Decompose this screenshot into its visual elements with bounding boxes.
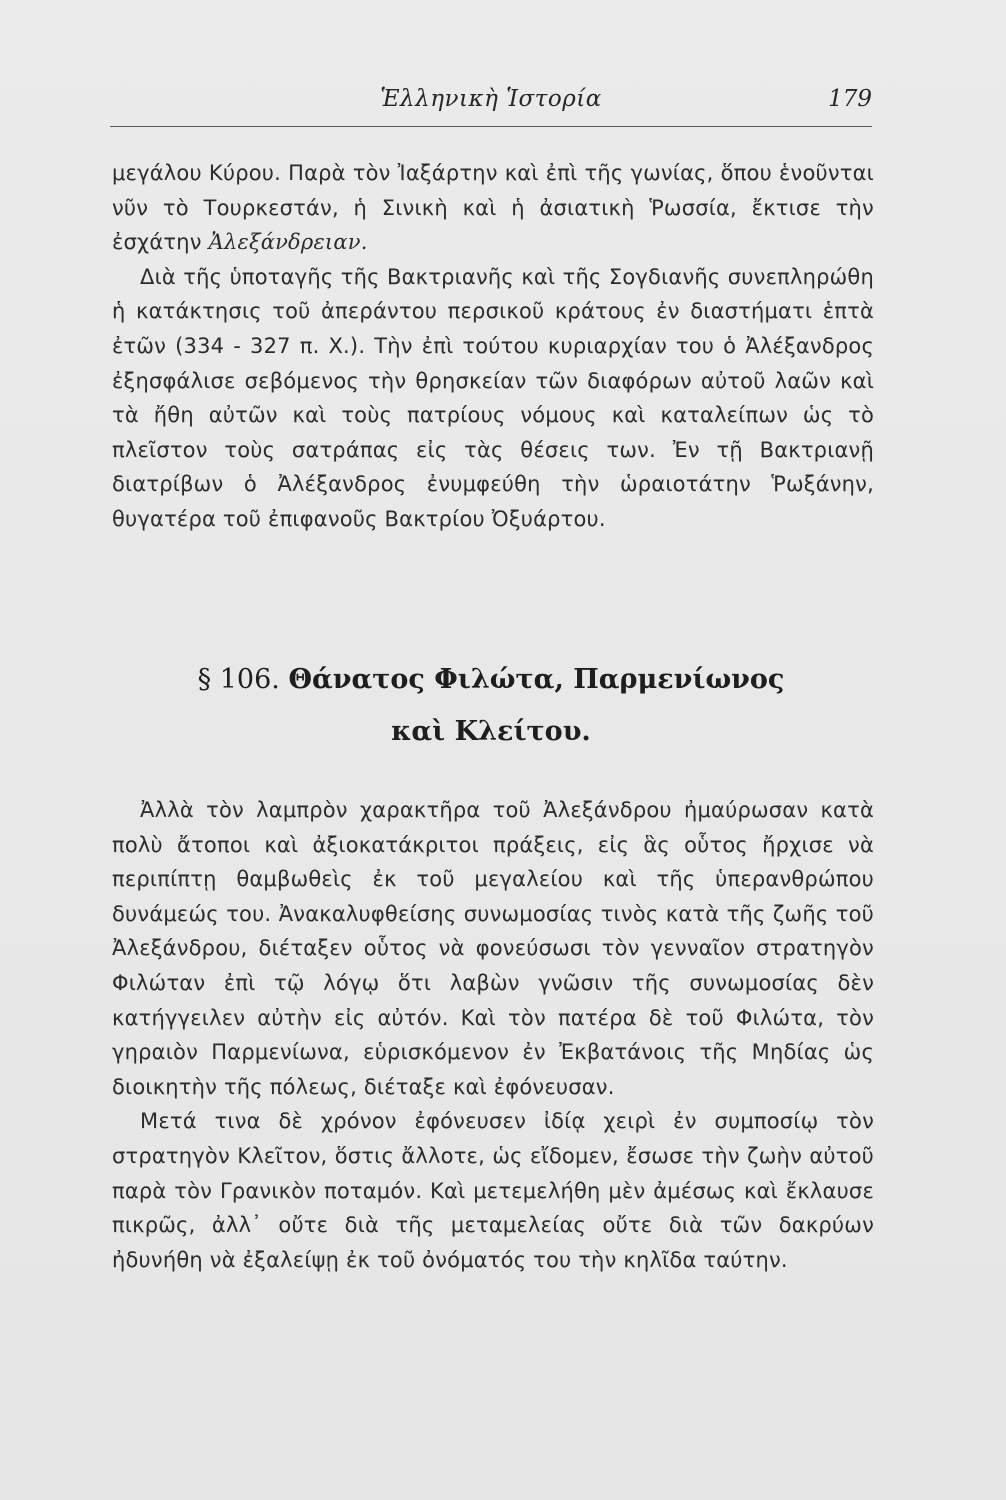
paragraph-text: μεγάλου Κύρου. Παρὰ τὸν Ἰαξάρτην καὶ ἐπὶ τῆς γωνίας, ὅπου ἑνοῦνται νῦν τὸ Τουρκεστάν, ἡ Σινικὴ καὶ ἡ ἀσιατικὴ Ῥωσσία, ἔκτισε τὴν ἐσχάτην	[112, 161, 874, 255]
running-title: Ἑλληνικὴ Ἱστορία	[380, 86, 602, 112]
section-heading	[110, 660, 872, 752]
section-body-text	[112, 793, 874, 1277]
section-number: § 106.	[197, 664, 280, 695]
page-number: 179	[828, 86, 872, 112]
paragraph: Διὰ τῆς ὑποταγῆς τῆς Βακτριανῆς καὶ τῆς Σογδιανῆς συνεπληρώθη ἡ κατάκτησις τοῦ ἀπεράντου περσικοῦ κράτους ἐν διαστήματι ἑπτὰ ἐτῶν (334 - 327 π. Χ.). Τὴν ἐπὶ τούτου κυριαρχίαν του ὁ Ἀλέξανδρος ἐξησφάλισε σεβόμενος τὴν θρησκείαν τῶν διαφόρων αὐτοῦ λαῶν καὶ τὰ ἤθη αὐτῶν καὶ τοὺς πατρίους νόμους καὶ καταλείπων ὡς τὸ πλεῖστον τοὺς σατράπας εἰς τὰς θέσεις των. Ἐν τῇ Βακτριανῇ διατρίβων ὁ Ἀλέξανδρος ἐνυμφεύθη τὴν ὡραιοτάτην Ῥωξάνην, θυγατέρα τοῦ ἐπιφανοῦς Βακτρίου Ὀξυάρτου.	[112, 264, 874, 531]
paragraph-continued	[112, 156, 874, 260]
section-title-part-2: καὶ Κλείτου.	[391, 716, 591, 747]
paragraph: Μετά τινα δὲ χρόνον ἐφόνευσεν ἰδίᾳ χειρὶ ἐν συμποσίῳ τὸν στρατηγὸν Κλεῖτον, ὅστις ἄλλοτε, ὡς εἴδομεν, ἔσωσε τὴν ζωὴν αὐτοῦ παρὰ τὸν Γρανικὸν ποταμόν. Καὶ μετεμελήθη μὲν ἀμέσως καὶ ἔκλαυσε πικρῶς, ἀλλ᾽ οὔτε διὰ τῆς μεταμελείας οὔτε διὰ τῶν δακρύων ἠδυνήθη νὰ ἐξαλείψῃ ἐκ τοῦ ὀνόματός του τὴν κηλῖδα ταύτην.	[112, 1109, 874, 1272]
running-header	[110, 72, 872, 120]
intro-text	[112, 156, 874, 537]
emphasized-word: Ἀλεξάνδρειαν.	[208, 230, 368, 255]
section-title-part-1: Θάνατος Φιλώτα, Παρμενίωνος	[288, 664, 785, 695]
header-rule	[110, 126, 872, 127]
section-heading-line-1	[110, 660, 872, 700]
paragraph: Ἀλλὰ τὸν λαμπρὸν χαρακτῆρα τοῦ Ἀλεξάνδρου ἠμαύρωσαν κατὰ πολὺ ἄτοποι καὶ ἀξιοκατάκριτοι πράξεις, εἰς ἃς οὗτος ἤρχισε νὰ περιπίπτῃ θαμβωθεὶς ἐκ τοῦ μεγαλείου καὶ τῆς ὑπερανθρώπου δυνάμεώς του. Ἀνακαλυφθείσης συνωμοσίας τινὸς κατὰ τῆς ζωῆς τοῦ Ἀλεξάνδρου, διέταξεν οὗτος νὰ φονεύσωσι τὸν γενναῖον στρατηγὸν Φιλώταν ἐπὶ τῷ λόγῳ ὅτι λαβὼν γνῶσιν τῆς συνωμοσίας δὲν κατήγγειλεν αὐτὴν εἰς αὐτόν. Καὶ τὸν πατέρα δὲ τοῦ Φιλώτα, τὸν γηραιὸν Παρμενίωνα, εὑρισκόμενον ἐν Ἐκβατάνοις τῆς Μηδίας ὡς διοικητὴν τῆς πόλεως, διέταξε καὶ ἐφόνευσαν.	[112, 798, 874, 1099]
